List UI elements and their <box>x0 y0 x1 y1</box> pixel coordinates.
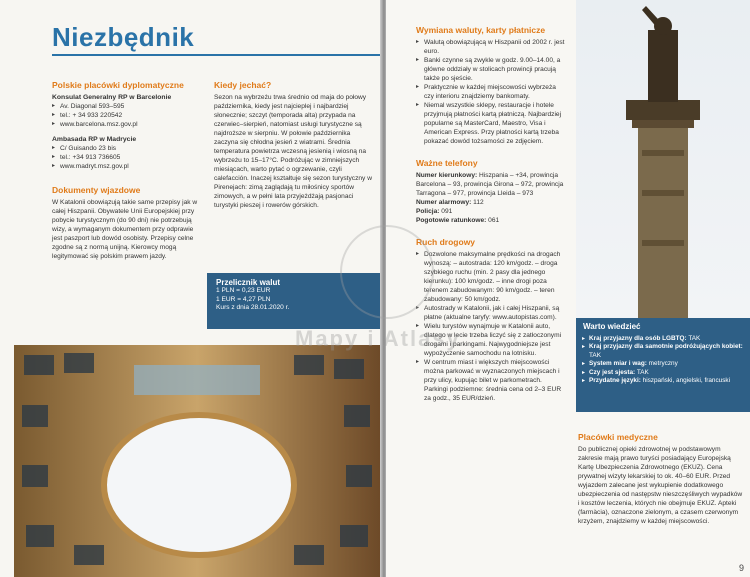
warto-label: System miar i wag: <box>589 360 647 367</box>
wymiana-item: ▸ Niemal wszystkie sklepy, restauracje i hotele przyjmują płatności kartą płatniczą. Najbardziej popularne są MasterCard, Maestro, Visa i American Express. Przy płatności kartą trzeba pokazać dowód tożsamości ze zdjęciem. <box>416 101 566 146</box>
courtyard-photo <box>14 345 380 577</box>
warto-wiedziec-box <box>576 318 750 412</box>
phone-label: Numer kierunkowy: <box>416 172 478 179</box>
warto-value: hiszpański, angielski, francuski <box>640 377 731 384</box>
page-number: 9 <box>738 563 744 573</box>
phone-value: Hiszpania – +34, prowincja Barcelona – 93, prowincja Girona – 972, prowincja Tarragona – 977, prowincja Lleida – 973 <box>416 172 564 197</box>
warto-value: TAK <box>686 334 701 342</box>
embassy-phone: ▸ tel.: +34 913 736605 <box>52 153 202 162</box>
medyczne-text: Do publicznej opieki zdrowotnej w podstawowym zakresie mają prawo turyści posiadający Europejską Kartę Ubezpieczenia Zdrowotnego (EKUZ). Cena prywatnej wizyty lekarskiej to ok. 40–60 EUR. Przed wyjazdem zalecane jest wykupienie dodatkowego ubezpieczenia od następstw nieszczęśliwych wypadków i kosztów leczenia, których nie obejmuje EKUZ. Apteki (farmàcia), oznaczone zielonym, a czasem czerwonym krzyżem, znajdziemy w każdej miejscowości. <box>578 446 743 525</box>
warto-row <box>576 377 750 386</box>
warto-label: Kraj przyjazny dla samotnie podróżujących kobiet: <box>589 343 743 350</box>
consulate-title: Konsulat Generalny RP w Barcelonie <box>52 94 172 101</box>
dokumenty-text: W Katalonii obowiązują takie same przepisy jak w całej Hiszpanii. Obywatele Unii Europejskiej przy pobycie turystycznym (do 90 dni) nie potrzebują wizy, a wymaganym dokumentem przy odprawie jest paszport lub dowód osobisty. Przepisy celne zgodne są z normą unijną. Kierowcy mogą legitymować się polskim prawem jazdy. <box>52 199 198 260</box>
warto-label: Przydatne języki: <box>589 377 641 384</box>
consulate-phone: ▸ tel.: + 34 933 220542 <box>52 111 202 120</box>
warto-value: TAK <box>589 351 601 359</box>
wymiana-item: ▸ Walutą obowiązującą w Hiszpanii od 2002 r. jest euro. <box>416 38 566 56</box>
warto-row <box>576 335 750 344</box>
wymiana-item: ▸ Banki czynne są zwykle w godz. 9.00–14.00, a główne oddziały w stolicach prowincji pracują także po sjeście. <box>416 56 566 83</box>
columbus-monument-photo <box>576 0 750 318</box>
kiedy-heading: Kiedy jechać? <box>214 80 272 90</box>
wymiana-item: ▸ Praktycznie w każdej miejscowości wybrzeża czy interioru znajdziemy bankomaty. <box>416 83 566 101</box>
phone-value: 061 <box>486 217 500 224</box>
dokumenty-heading: Dokumenty wjazdowe <box>52 185 141 195</box>
embassy-website: ▸ www.madryt.msz.gov.pl <box>52 162 202 171</box>
consulate-address: ▸ Av. Diagonal 593–595 <box>52 102 202 111</box>
kiedy-section <box>214 80 374 210</box>
phone-value: 112 <box>471 199 484 206</box>
warto-value: metryczny <box>646 360 678 367</box>
watermark-logo <box>340 225 434 319</box>
converter-rate-pln: 1 PLN = 0,23 EUR <box>216 287 271 294</box>
converter-rate-eur: 1 EUR = 4,27 PLN <box>216 295 271 303</box>
embassy-title: Ambasada RP w Madrycie <box>52 136 137 143</box>
ruch-heading: Ruch drogowy <box>416 237 476 247</box>
converter-heading: Przelicznik walut <box>216 278 281 287</box>
converter-date: Kurs z dnia 28.01.2020 r. <box>216 304 290 311</box>
ruch-item: ▸ W centrum miast i większych miejscowości można parkować w wyznaczonych miejscach i przy ulicy, kupując bilet w parkometrach. Parkingi podziemne: średnia cena od 2–3 EUR za godz., 35 EUR/dzień. <box>416 358 566 403</box>
warto-row <box>576 343 750 360</box>
phone-label: Numer alarmowy: <box>416 199 472 206</box>
phone-value: 091 <box>439 208 453 215</box>
warto-label: Czy jest sjesta: <box>589 368 636 376</box>
phone-label: Policja: <box>416 208 440 215</box>
placowki-section <box>52 80 202 261</box>
telefony-heading: Ważne telefony <box>416 158 478 168</box>
placowki-heading: Polskie placówki dyplomatyczne <box>52 80 184 90</box>
consulate-website: ▸ www.barcelona.msz.gov.pl <box>52 120 202 129</box>
warto-label: Kraj przyjazny dla osób LGBTQ: <box>589 334 687 342</box>
page-title: Niezbędnik <box>52 22 195 52</box>
kiedy-text: Sezon na wybrzeżu trwa średnio od maja do połowy października, kiedy jest najcieplej i najbardziej słonecznie; szczyt (temporada alta) przypada na czerwiec–sierpień, natomiast usługi turystyczne są najdroższe w sierpniu. W połowie października zaczyna się chłodna jesień z wiatrami. Średnia temperatura powietrza wczesną jesienią i wiosną na wybrzeżu to 15–17°C. Podróżując w zimniejszych miesiącach, warto pytać o ogrzewanie, czyli calefacción. Inaczej kształtuje się sezon turystyczny w Pirenejach: zimą zaglądają tu miłośnicy sportów zimowych, a w pełni lata przyjeżdżają pasjonaci turystyki pieszej i rowerów górskich. <box>214 94 372 209</box>
watermark-text: Mapy i Atlasy <box>295 326 461 351</box>
ruch-item: ▸ Wielu turystów wynajmuje w Katalonii auto, dlatego w lecie trzeba liczyć się z zatłoczonymi drogami i parkingami. Najwygodniejsze jest wypożyczenie samochodu na lotnisku. <box>416 322 566 358</box>
embassy-address: ▸ C/ Guisando 23 bis <box>52 144 202 153</box>
right-page <box>386 0 750 577</box>
wymiana-heading: Wymiana waluty, karty płatnicze <box>416 25 546 35</box>
ruch-item: ▸ Autostrady w Katalonii, jak i całej Hiszpanii, są płatne (aktualne taryfy: www.autopistas.com). <box>416 304 566 322</box>
warto-row <box>576 369 750 378</box>
medyczne-heading: Placówki medyczne <box>578 432 658 442</box>
title-rule <box>52 54 382 56</box>
ruch-item: ▸ Dozwolone maksymalne prędkości na drogach wynoszą: – autostrada: 120 km/godz. – droga szybkiego ruchu (min. 2 pasy dla jednego kierunku): 100 km/godz. – inne drogi poza terenem zabudowanym: 90 km/godz. – teren zabudowany: 50 km/godz. <box>416 250 566 304</box>
warto-value: TAK <box>635 368 649 376</box>
warto-heading: Warto wiedzieć <box>583 322 641 331</box>
medyczne-section <box>578 432 744 526</box>
phone-label: Pogotowie ratunkowe: <box>416 217 487 224</box>
warto-row <box>576 360 750 369</box>
